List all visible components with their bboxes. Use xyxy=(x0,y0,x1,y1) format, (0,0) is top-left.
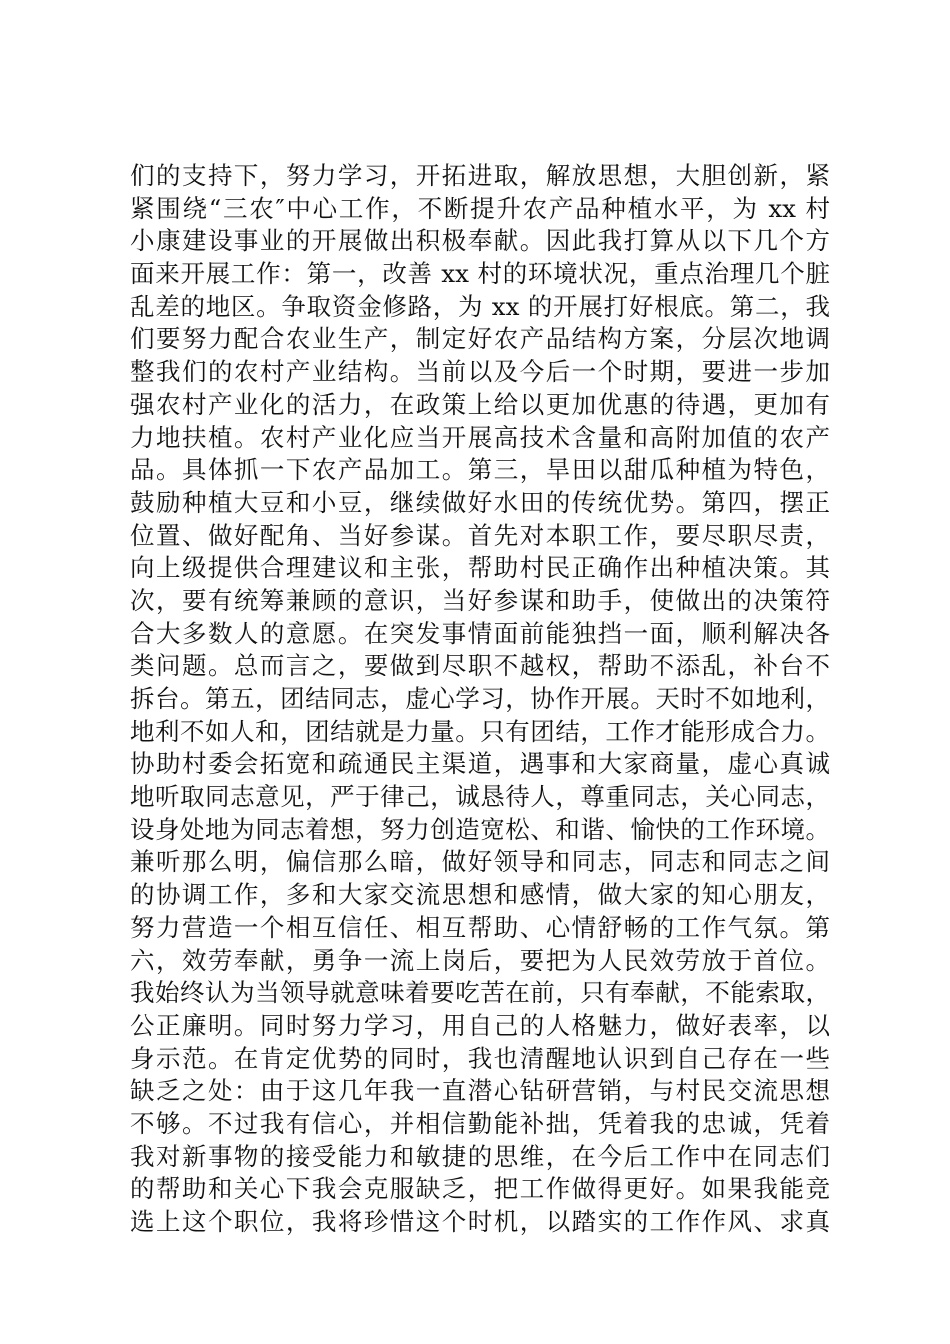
text-line: 们要努力配合农业生产，制定好农产品结构方案，分层次地调 xyxy=(130,324,830,354)
text-line: 合大多数人的意愿。在突发事情面前能独挡一面，顺利解决各 xyxy=(130,618,830,648)
text-line: 地听取同志意见，严于律己，诚恳待人，尊重同志，关心同志， xyxy=(130,782,830,812)
text-line: 向上级提供合理建议和主张，帮助村民正确作出种植决策。其 xyxy=(130,553,830,583)
text-line: 鼓励种植大豆和小豆，继续做好水田的传统优势。第四，摆正 xyxy=(130,487,830,517)
text-line: 力地扶植。农村产业化应当开展高技术含量和高附加值的农产 xyxy=(130,422,830,452)
text-line: 拆台。第五，团结同志，虚心学习，协作开展。天时不如地利， xyxy=(130,684,830,713)
text-line: 协助村委会拓宽和疏通民主渠道，遇事和大家商量，虚心真诚 xyxy=(130,749,830,779)
text-line: 小康建设事业的开展做出积极奉献。因此我打算从以下几个方 xyxy=(130,226,830,256)
text-line: 整我们的农村产业结构。当前以及今后一个时期，要进一步加 xyxy=(130,357,830,387)
text-line: 我始终认为当领导就意味着要吃苦在前，只有奉献，不能索取， xyxy=(130,978,830,1008)
text-line: 品。具体抓一下农产品加工。第三，旱田以甜瓜种植为特色， xyxy=(130,455,830,485)
text-line: 缺乏之处：由于这几年我一直潜心钻研营销，与村民交流思想 xyxy=(130,1076,830,1106)
text-line: 面来开展工作：第一，改善 xx 村的环境状况，重点治理几个脏 xyxy=(130,259,830,289)
text-line: 六，效劳奉献，勇争一流上岗后，要把为人民效劳放于首位。 xyxy=(130,945,830,975)
text-line: 位置、做好配角、当好参谋。首先对本职工作，要尽职尽责， xyxy=(130,520,830,550)
text-line: 不够。不过我有信心，并相信勤能补拙，凭着我的忠诚，凭着 xyxy=(130,1108,830,1138)
text-line: 地利不如人和，团结就是力量。只有团结，工作才能形成合力。 xyxy=(130,716,830,746)
text-line: 类问题。总而言之，要做到尽职不越权，帮助不添乱，补台不 xyxy=(130,651,830,681)
text-line: 乱差的地区。争取资金修路，为 xx 的开展打好根底。第二，我 xyxy=(130,291,830,321)
text-line: 的帮助和关心下我会克服缺乏，把工作做得更好。如果我能竞 xyxy=(130,1174,830,1204)
text-line: 选上这个职位，我将珍惜这个时机，以踏实的工作作风、求真 xyxy=(130,1207,830,1236)
text-line: 的协调工作，多和大家交流思想和感情，做大家的知心朋友， xyxy=(130,880,830,910)
text-line: 设身处地为同志着想，努力创造宽松、和谐、愉快的工作环境。 xyxy=(130,814,830,844)
text-line: 身示范。在肯定优势的同时，我也清醒地认识到自己存在一些 xyxy=(130,1043,830,1073)
text-line: 强农村产业化的活力，在政策上给以更加优惠的待遇，更加有 xyxy=(130,389,830,419)
body-paragraph xyxy=(130,160,830,1239)
text-line: 次，要有统筹兼顾的意识，当好参谋和助手，使做出的决策符 xyxy=(130,585,830,615)
text-line: 紧围绕“三农″中心工作，不断提升农产品种植水平，为 xx 村 xyxy=(130,193,830,223)
text-line: 兼听那么明，偏信那么暗，做好领导和同志，同志和同志之间 xyxy=(130,847,830,877)
text-line: 我对新事物的接受能力和敏捷的思维，在今后工作中在同志们 xyxy=(130,1141,830,1171)
text-line: 努力营造一个相互信任、相互帮助、心情舒畅的工作气氛。第 xyxy=(130,912,830,942)
text-line: 们的支持下，努力学习，开拓进取，解放思想，大胆创新，紧 xyxy=(130,161,830,190)
text-line: 公正廉明。同时努力学习，用自己的人格魅力，做好表率，以 xyxy=(130,1010,830,1040)
